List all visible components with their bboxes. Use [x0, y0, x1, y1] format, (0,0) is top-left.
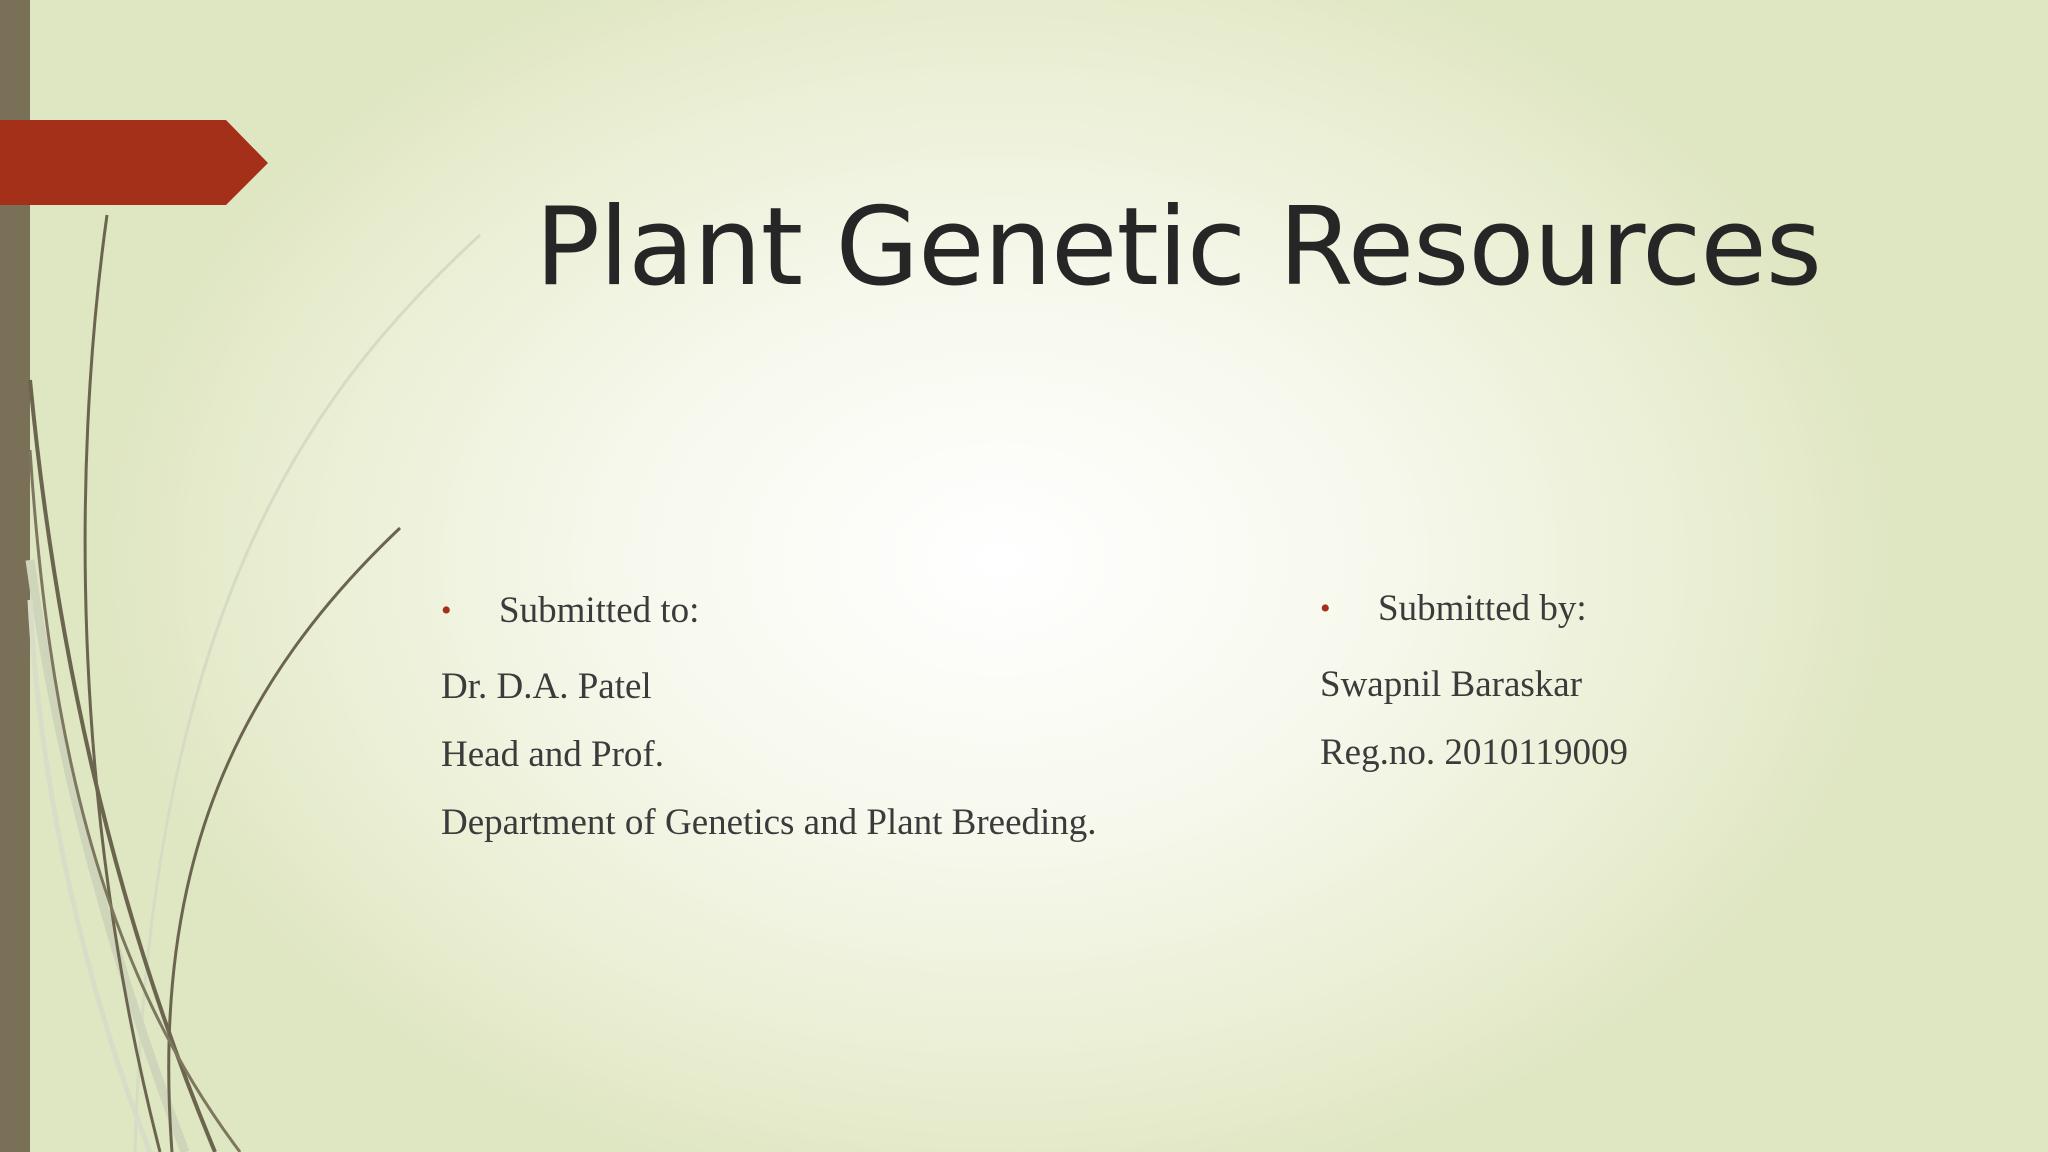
- red-arrow-banner: [0, 120, 268, 205]
- supervisor-name: Dr. D.A. Patel: [441, 666, 652, 707]
- slide-title: Plant Genetic Resources: [535, 185, 1822, 310]
- supervisor-title: Head and Prof.: [441, 734, 664, 775]
- student-name: Swapnil Baraskar: [1320, 664, 1583, 705]
- submitted-to-heading-row: [441, 585, 1097, 637]
- student-registration-number: Reg.no. 2010119009: [1320, 732, 1628, 773]
- submitted-to-section: [441, 585, 1097, 857]
- grass-stroke-dark-1: [85, 215, 160, 1152]
- grass-stroke-dark-3: [169, 528, 400, 1152]
- submitted-by-heading: Submitted by:: [1378, 588, 1587, 629]
- supervisor-department: Department of Genetics and Plant Breeding.: [441, 802, 1097, 843]
- grass-stroke-pale-1: [135, 235, 480, 1152]
- submitted-by-section: [1320, 583, 1628, 787]
- submitted-to-heading: Submitted to:: [499, 590, 700, 631]
- submitted-by-heading-row: [1320, 583, 1628, 635]
- bullet-icon: •: [1320, 592, 1331, 625]
- decorative-grass-strokes: [0, 0, 520, 1152]
- bullet-icon: •: [441, 594, 452, 627]
- grass-stroke-dark-2: [30, 380, 215, 1152]
